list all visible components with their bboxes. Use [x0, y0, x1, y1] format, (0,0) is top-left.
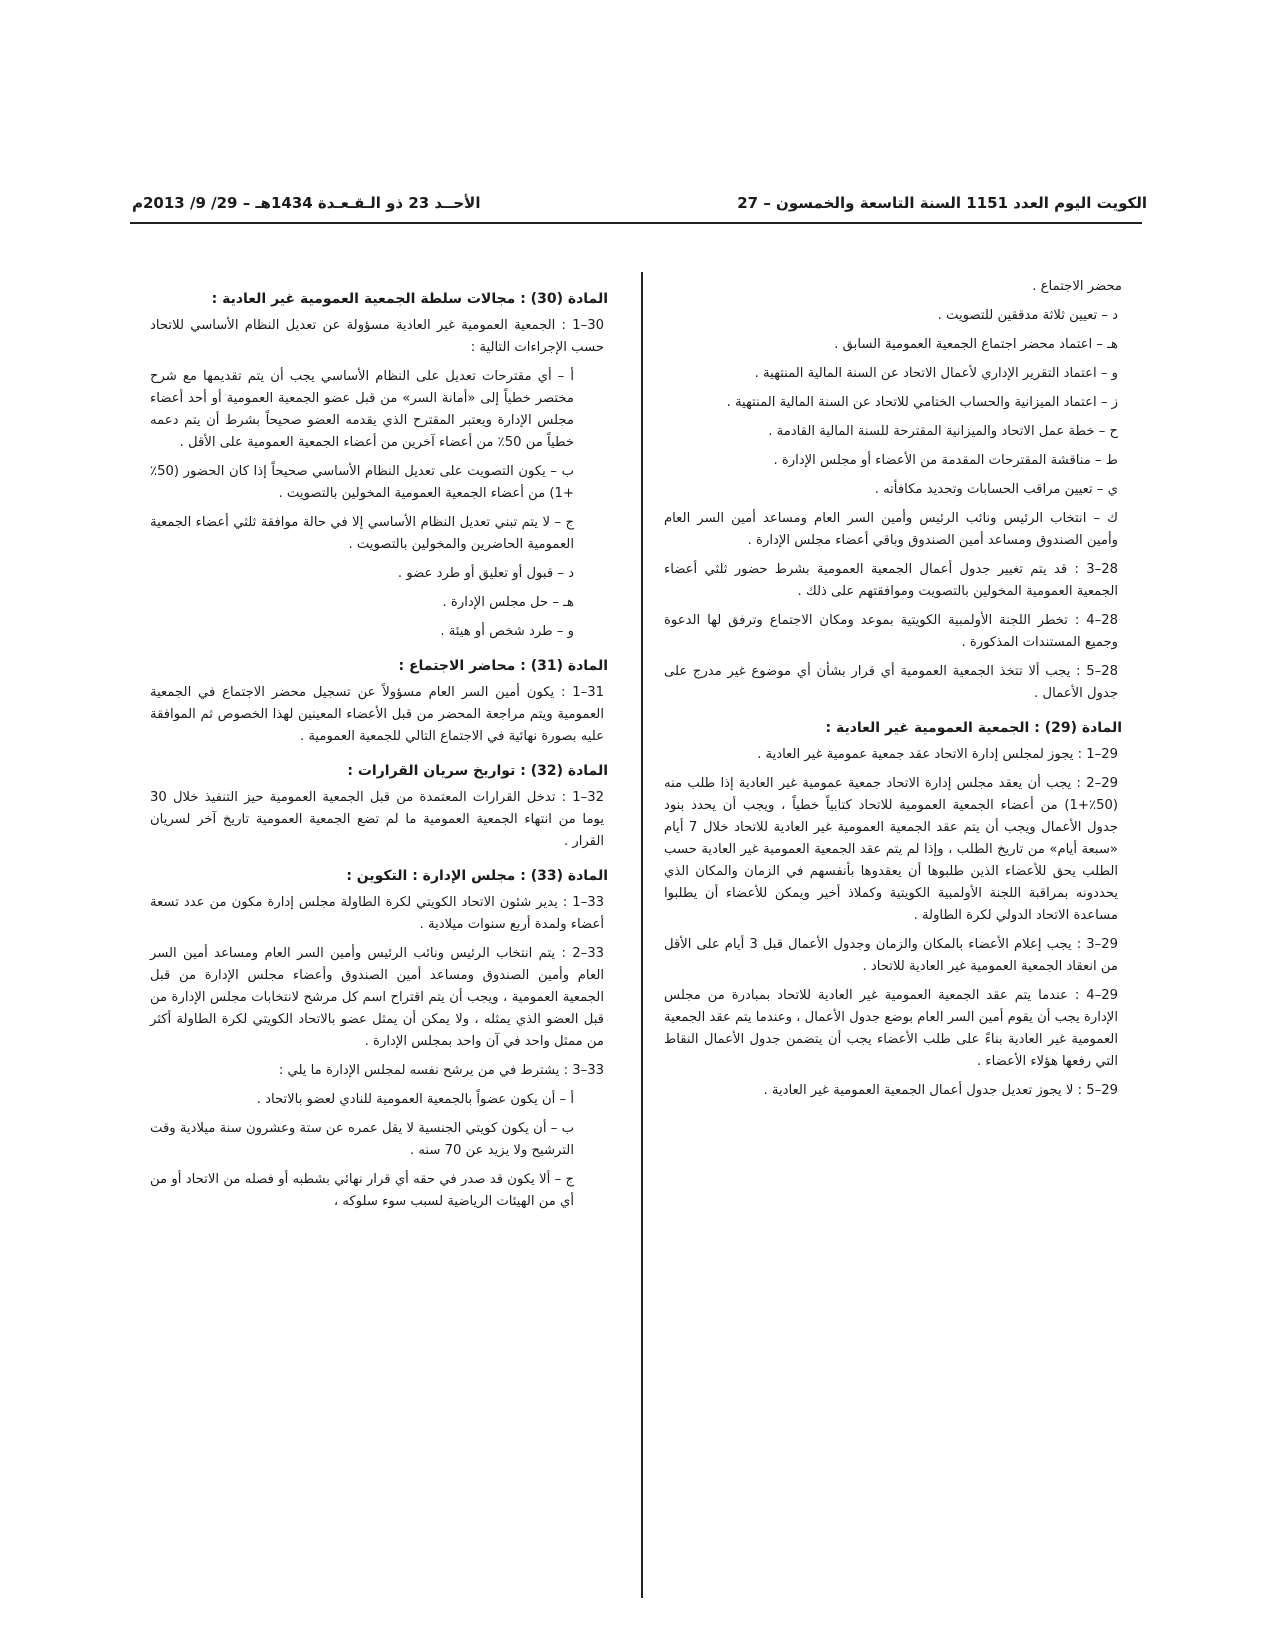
clause-subitem: و – طرد شخص أو هيئة .: [440, 624, 574, 639]
clause-paragraph: 29–4 : عندما يتم عقد الجمعية العمومية غير العادية للاتحاد بمبادرة من مجلس الإدارة يجب أن يقوم أمين السر العام بوضع جدول الأعمال ، وعندما يتم عقد الجمعية العمومية غير العادية بناءً على طلب الأعضاء يجب أن يتضمن جدول الأعمال النقاط التي رفعها هؤلاء الأعضاء .: [664, 988, 1118, 1069]
clause-paragraph: ط – مناقشة المقترحات المقدمة من الأعضاء أو مجلس الإدارة .: [773, 453, 1118, 468]
right-column: [664, 276, 1122, 1109]
gazette-header-title: الكويت اليوم العدد 1151 السنة التاسعة والخمسون – 27: [737, 194, 1147, 212]
clause-paragraph: 29–3 : يجب إعلام الأعضاء بالمكان والزمان وجدول الأعمال قبل 3 أيام على الأقل من انعقاد الجمعية العمومية غير العادية للاتحاد .: [664, 937, 1119, 974]
column-divider: [641, 272, 643, 1598]
clause-paragraph: 33–3 : يشترط في من يرشح نفسه لمجلس الإدارة ما يلي :: [278, 1063, 604, 1078]
clause-subitem: ب – أن يكون كويتي الجنسية لا يقل عمره عن ستة وعشرون سنة ميلادية وقت الترشيح ولا يزيد عن 70 سنه .: [150, 1121, 574, 1158]
clause-subitem: ب – يكون التصويت على تعديل النظام الأساسي صحيحاً إذا كان الحضور (50٪+1) من أعضاء الجمعية العمومية المخولين بالتصويت .: [150, 464, 574, 501]
clause-subitem: ج – ألا يكون قد صدر في حقه أي قرار نهائي بشطبه أو فصله من الاتحاد أو من أي من الهيئات الرياضية لسبب سوء سلوكه ،: [150, 1172, 574, 1209]
header-rule: [130, 222, 1142, 224]
clause-paragraph: محضر الاجتماع .: [1032, 279, 1122, 294]
clause-paragraph: ح – خطة عمل الاتحاد والميزانية المقترحة للسنة المالية القادمة .: [768, 424, 1118, 439]
clause-paragraph: 28–3 : قد يتم تغيير جدول أعمال الجمعية العمومية بشرط حضور ثلثي أعضاء الجمعية العمومية المخولين بالتصويت وموافقتهم على ذلك .: [664, 562, 1118, 599]
clause-paragraph: هـ – اعتماد محضر اجتماع الجمعية العمومية السابق .: [834, 337, 1118, 352]
clause-paragraph: 28–4 : تخطر اللجنة الأولمبية الكويتية بموعد ومكان الاجتماع وترفق لها الدعوة وجميع المستندات المذكورة .: [664, 613, 1118, 650]
article-heading: المادة (30) : مجالات سلطة الجمعية العمومية غير العادية :: [211, 291, 608, 307]
clause-paragraph: و – اعتماد التقرير الإداري لأعمال الاتحاد عن السنة المالية المنتهية .: [754, 366, 1118, 381]
clause-paragraph: 29–2 : يجب أن يعقد مجلس إدارة الاتحاد جمعية عمومية غير العادية إذا طلب منه (50٪+1) من أعضاء الجمعية العمومية للاتحاد كتابياً خطياً ، ويجب أن يحدد بنود جدول الأعمال ويجب أن يتم عقد الجمعية العمومية غير العادية للاتحاد خلال 7 أيام «سبعة أيام» من تاريخ الطلب ، وإذا لم يتم عقد الجمعية العمومية غير العادية حسب الطلب يحق للأعضاء الذين طلبوها أن يعقدوها بأنفسهم في الزمان والمكان الذي يحددونه بمراقبة اللجنة الأولمبية الكويتية وكملاذ أخير ويمكن للأعضاء أن يطلبوا مساعدة الاتحاد الدولي لكرة الطاولة .: [664, 776, 1118, 923]
article-heading: المادة (32) : تواريخ سريان القرارات :: [347, 763, 608, 779]
clause-subitem: أ – أي مقترحات تعديل على النظام الأساسي يجب أن يتم تقديمها مع شرح مختصر خطياً إلى «أمانة السر» من قبل عضو الجمعية العمومية أو أحد أعضاء مجلس الإدارة ويعتبر المقترح الذي يقدمه العضو صحيحاً بشرط أن يتم دعمه خطياً من 50٪ من أعضاء آخرين من أعضاء الجمعية العمومية على الأقل .: [150, 369, 574, 450]
gazette-header-date: الأحــد 23 ذو الـقـعـدة 1434هـ – 29/ 9/ 2013م: [132, 194, 481, 212]
clause-paragraph: 33–1 : يدير شئون الاتحاد الكويتي لكرة الطاولة مجلس إدارة مكون من عدد تسعة أعضاء ولمدة أربع سنوات ميلادية .: [150, 895, 604, 932]
clause-paragraph: 30–1 : الجمعية العمومية غير العادية مسؤولة عن تعديل النظام الأساسي للاتحاد حسب الإجراءات التالية :: [150, 318, 604, 355]
clause-paragraph: 29–5 : لا يجوز تعديل جدول أعمال الجمعية العمومية غير العادية .: [763, 1083, 1118, 1098]
clause-paragraph: 28–5 : يجب ألا تتخذ الجمعية العمومية أي قرار بشأن أي موضوع غير مدرج على جدول الأعمال .: [664, 664, 1118, 701]
clause-paragraph: ك – انتخاب الرئيس ونائب الرئيس وأمين السر العام ومساعد أمين السر العام وأمين الصندوق ومساعد أمين الصندوق وباقي أعضاء مجلس الإدارة .: [664, 511, 1118, 548]
clause-paragraph: ز – اعتماد الميزانية والحساب الختامي للاتحاد عن السنة المالية المنتهية .: [726, 395, 1118, 410]
article-heading: المادة (31) : محاضر الاجتماع :: [398, 658, 608, 674]
article-heading: المادة (29) : الجمعية العمومية غير العادية :: [825, 720, 1122, 736]
article-heading: المادة (33) : مجلس الإدارة : التكوين :: [346, 868, 608, 884]
clause-paragraph: 29–1 : يجوز لمجلس إدارة الاتحاد عقد جمعية عمومية غير العادية .: [757, 747, 1118, 762]
clause-subitem: أ – أن يكون عضواً بالجمعية العمومية للنادي لعضو بالاتحاد .: [256, 1092, 574, 1107]
clause-subitem: د – قبول أو تعليق أو طرد عضو .: [397, 566, 574, 581]
clause-paragraph: 31–1 : يكون أمين السر العام مسؤولاً عن تسجيل محضر الاجتماع في الجمعية العمومية ويتم مراجعة المحضر من قبل الأعضاء المعينين لهذا الخصوص ثم الموافقة عليه بصورة نهائية في الاجتماع التالي للجمعية العمومية .: [150, 685, 604, 744]
clause-subitem: هـ – حل مجلس الإدارة .: [442, 595, 574, 610]
clause-subitem: ج – لا يتم تبني تعديل النظام الأساسي إلا في حالة موافقة ثلثي أعضاء الجمعية العمومية الحاضرين والمخولين بالتصويت .: [150, 515, 574, 552]
clause-paragraph: 33–2 : يتم انتخاب الرئيس ونائب الرئيس وأمين السر العام ومساعد أمين السر العام وأمين الصندوق ومساعد أمين الصندوق وأعضاء مجلس الإدارة من قبل الجمعية العمومية ، ويجب أن يتم اقتراح اسم كل مرشح لانتخابات مجلس الإدارة من قبل العضو الذي يمثله ، ولا يمكن أن يمثل عضو بالاتحاد الكويتي لكرة الطاولة أكثر من ممثل واحد في آن واحد بمجلس الإدارة .: [150, 946, 604, 1049]
left-column: [150, 276, 608, 1220]
clause-paragraph: ي – تعيين مراقب الحسابات وتحديد مكافأته .: [874, 482, 1118, 497]
clause-paragraph: 32–1 : تدخل القرارات المعتمدة من قبل الجمعية العمومية حيز التنفيذ خلال 30 يوما من انتهاء الجمعية العمومية ما لم تضع الجمعية العمومية تاريخ آخر لسريان القرار .: [150, 790, 604, 849]
clause-paragraph: د – تعيين ثلاثة مدققين للتصويت .: [937, 308, 1118, 323]
